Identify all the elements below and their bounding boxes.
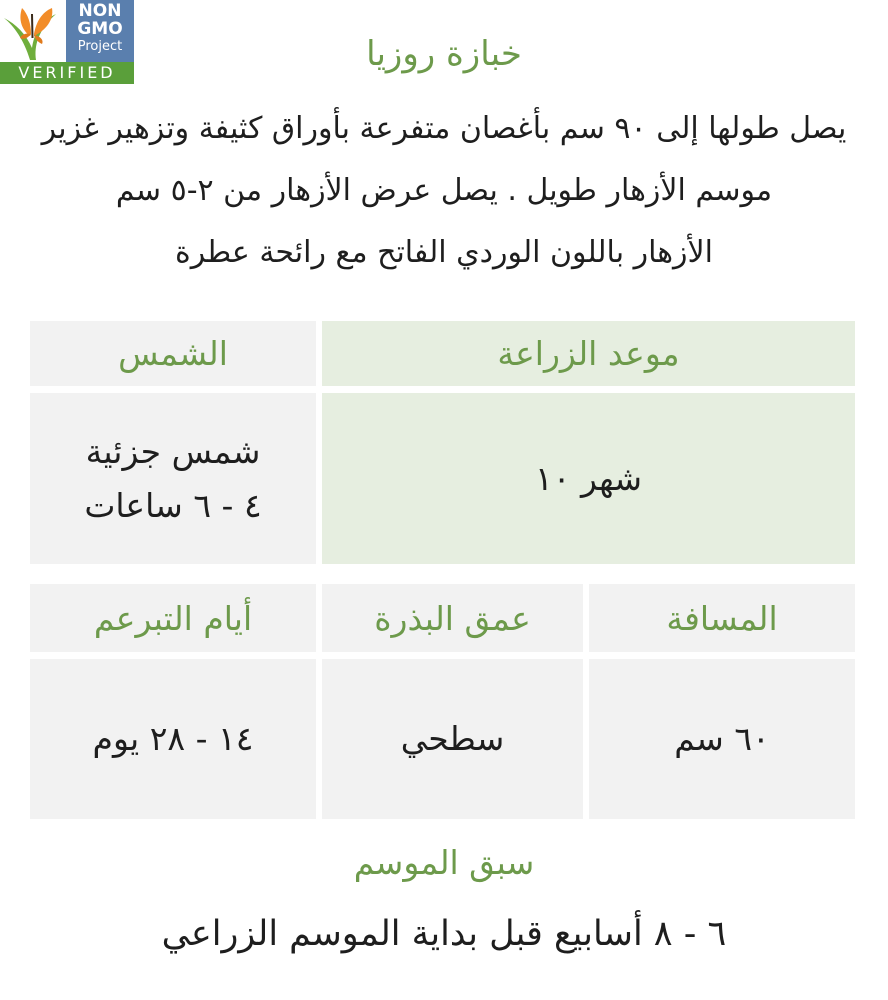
badge-non-text: NON bbox=[78, 1, 122, 21]
seed-depth-value: سطحي bbox=[322, 659, 583, 819]
description-line: موسم الأزهار طويل . يصل عرض الأزهار من ٢-٥ سم bbox=[115, 173, 773, 208]
sun-header: الشمس bbox=[30, 321, 316, 386]
badge-verified-text: VERIFIED bbox=[0, 62, 134, 84]
pre-season-title: سبق الموسم bbox=[353, 843, 535, 882]
planting-time-value: شهر ١٠ bbox=[322, 393, 855, 564]
description-line: الأزهار باللون الوردي الفاتح مع رائحة عطرة bbox=[175, 235, 713, 270]
germination-value: ١٤ - ٢٨ يوم bbox=[30, 659, 316, 819]
germination-header: أيام التبرعم bbox=[30, 584, 316, 652]
badge-gmo-text: GMO bbox=[77, 19, 123, 39]
spacing-header: المسافة bbox=[589, 584, 855, 652]
product-title: خبازة روزيا bbox=[366, 34, 522, 74]
spacing-value: ٦٠ سم bbox=[589, 659, 855, 819]
sun-value-line: شمس جزئية bbox=[85, 431, 261, 471]
pre-season-value: ٦ - ٨ أسابيع قبل بداية الموسم الزراعي bbox=[161, 914, 727, 954]
planting-time-header: موعد الزراعة bbox=[322, 321, 855, 386]
product-description bbox=[0, 98, 888, 284]
seed-depth-header: عمق البذرة bbox=[322, 584, 583, 652]
sun-value bbox=[30, 393, 316, 564]
badge-project-text: Project bbox=[77, 39, 123, 54]
description-line: يصل طولها إلى ٩٠ سم بأغصان متفرعة بأوراق كثيفة وتزهير غزير bbox=[41, 111, 847, 146]
sun-value-line: ٤ - ٦ ساعات bbox=[84, 485, 262, 525]
